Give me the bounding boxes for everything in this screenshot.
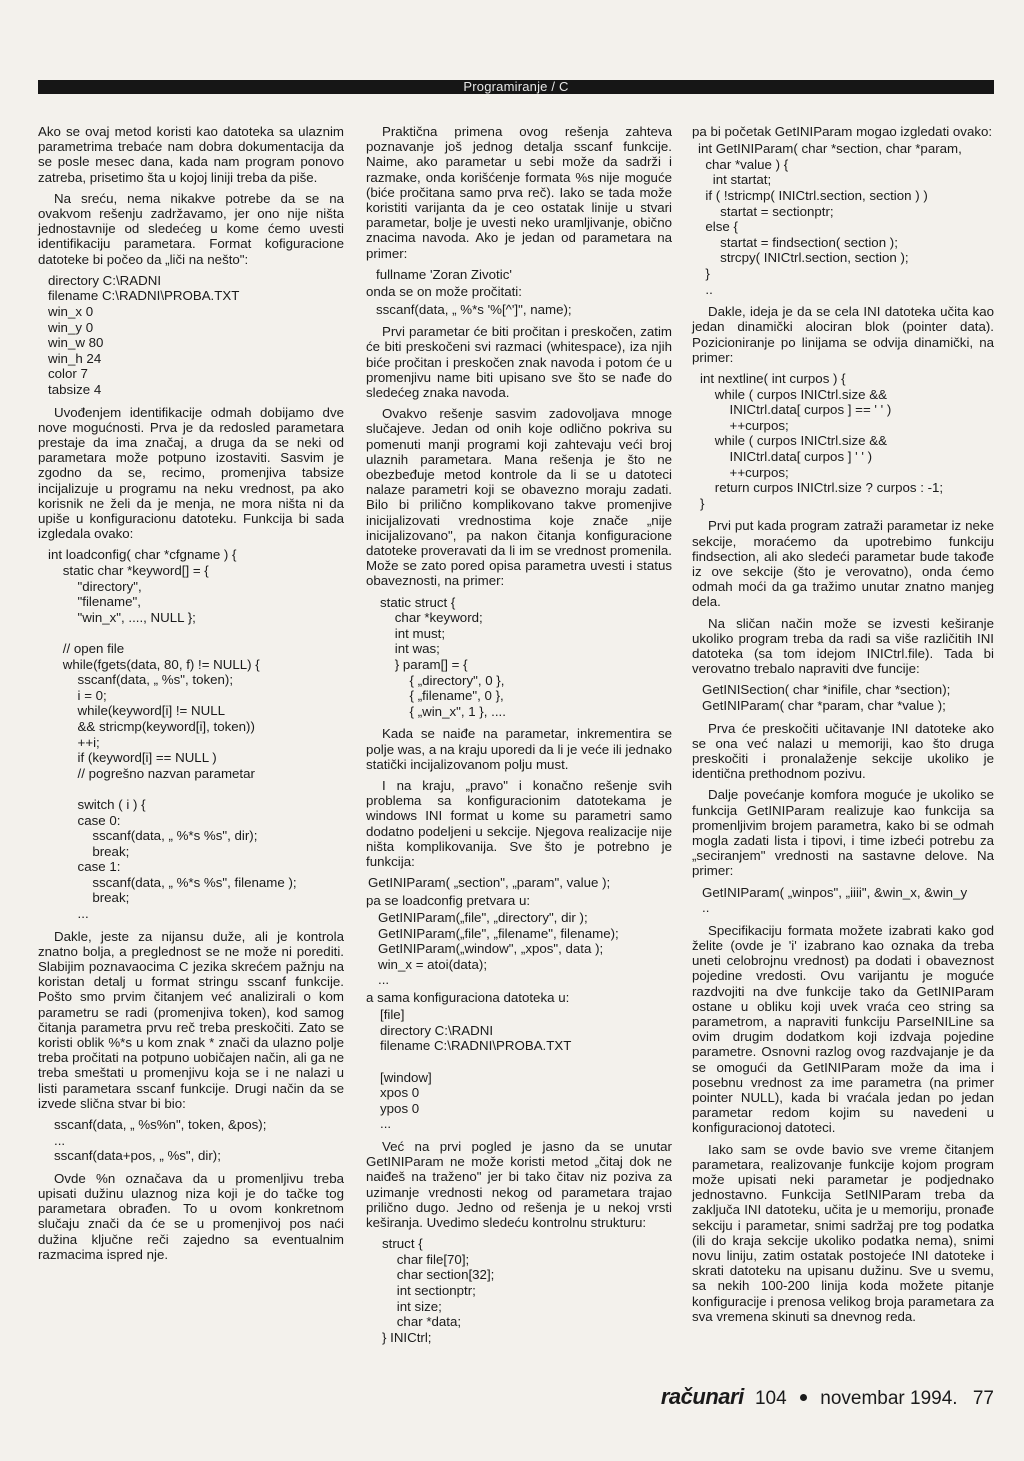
- magazine-logo: računari: [660, 1384, 744, 1409]
- section-title: Programiranje / C: [463, 79, 569, 94]
- paragraph: Već na prvi pogled je jasno da se unutar GetINIParam ne može koristi metod „čitaj dok ne naiđeš na traženo" jer bi tako čitav niz poziva za uzimanje vrednosti nekog od parametara trajao prilično dugo. Jedno od rešenja je u nekoj vrsti keširanja. Uvedimo sledeću kontrolnu strukturu:: [366, 1138, 672, 1230]
- paragraph: Ovakvo rešenje sasvim zadovoljava mnoge slučajeve. Jedan od onih koje odlično pokriva su pomenuti manji programi koji zahtevaju veći broj ulaznih parametara. Mana rešenja je što ne obezbeđuje metod kontrole da li se u datoteci nalaze parametri koji se obavezno moraju zadati. Bilo bi prilično komplikovano takve promenjive inicijalizovati vrednostima koje znače „nije inicijalizovano", pa nakon čitanja konfiguracione datoteke proveravati da li im se vrednost promenila. Može se zato pored opisa parametra uvesti i status obaveznosti, na primer:: [366, 406, 672, 589]
- code-block: int GetINIParam( char *section, char *param, char *value ) { int startat; if ( !stricmp( INICtrl.section, section ) ) startat = sectionptr; else { startat = findsection( section ); strcpy( INICtrl.section, section ); } ..: [698, 141, 962, 297]
- issue-number: 104: [754, 1388, 787, 1409]
- code-block: sscanf(data, „ %s%n", token, &pos); ... sscanf(data+pos, „ %s", dir);: [54, 1117, 267, 1164]
- paragraph: I na kraju, „pravo" i konačno rešenje svih problema sa konfiguracionim datotekama je windows INI format u kome su parametri samo dodatno podeljeni u sekcije. Njegova realizacije nije ništa komplikovanija. Sve što je potrebno je funkcija:: [366, 778, 672, 870]
- paragraph: Dalje povećanje komfora moguće je ukoliko se funkcija GetINIParam realizuje kao funkcija sa promenljivim brojem parametra, kako bi se odmah mogla zadati lista i tipovi, i time izbeći potrebu za „seciranjem" vrednosti na sastavne delove. Na primer:: [692, 787, 994, 879]
- code-block: static struct { char *keyword; int must; int was; } param[] = { { „directory", 0 }, { „filename", 0 }, { „win_x", 1 }, ....: [380, 594, 506, 719]
- paragraph: Uvođenjem identifikacije odmah dobijamo dve nove mogućnosti. Prva je da redosled parametara prestaje da ima značaj, a druga da se neki od parametara može potpuno izostaviti. Sasvim je zgodno da se, recimo, promenjiva tabsize incijalizuje u programu na neku vrednost, pa ako korisnik ne želi da je menja, ne mora ništa ni da upiše u konfiguracionu datoteku. Funkcija bi sada izgledala ovako:: [38, 404, 344, 542]
- bullet-icon: [800, 1394, 807, 1401]
- paragraph: Dakle, ideja je da se cela INI datoteka učita kao jedan dinamički alociran blok (pointer data). Pozicioniranje po linijama se odvija dinamički, na primer:: [692, 304, 994, 365]
- paragraph: a sama konfiguraciona datoteka u:: [366, 990, 570, 1006]
- paragraph: pa bi početak GetINIParam mogao izgledati ovako:: [692, 124, 993, 139]
- paragraph: Iako sam se ovde bavio sve vreme čitanjem parametara, realizovanje funkcije kojom program može upisati neki parametar je podjednako jednostavno. Funkcija SetINIParam treba da zaključa INI datoteku, učita je u memoriju, pronađe sekciju i parametar, snimi sadržaj pre tog podatka (ili do kraja sekcije ukoliko podatka nema), snimi novu liniju, zatim ostatak postojeće INI datoteke i skrati datoteku na upisanu dužinu. Sve u svemu, sa nekih 100-200 linija koda možete pitanje konfiguracije i prenosa velikog broja parametara za sva vremena skinuti sa dnevnog reda.: [692, 1141, 994, 1324]
- code-block: GetINIParam( „section", „param", value );: [368, 875, 611, 891]
- code-block: GetINISection( char *inifile, char *section); GetINIParam( char *param, char *value );: [702, 682, 951, 713]
- code-block: struct { char file[70]; char section[32]; int sectionptr; int size; char *data; } INICtrl;: [382, 1236, 495, 1345]
- code-block: directory C:\RADNI filename C:\RADNI\PROBA.TXT win_x 0 win_y 0 win_w 80 win_h 24 color 7 tabsize 4: [48, 272, 240, 397]
- code-block: sscanf(data, „ %*s '%[^']", name);: [376, 301, 572, 317]
- code-block: GetINIParam(„file", „directory", dir ); GetINIParam(„file", „filename", filename); GetINIParam(„window", „xpos", data ); win_x = atoi(data); ...: [378, 910, 619, 988]
- paragraph: Prvi parametar će biti pročitan i preskočen, zatim će biti preskočeni svi razmaci (whitespace), iza njih biće pročitan i preskočen znak navoda i potom će u promenjivu name biti upisano sve što se nađe do sledećeg znaka navoda.: [366, 324, 672, 401]
- paragraph: Prvi put kada program zatraži parametar iz neke sekcije, moraćemo da upotrebimo funkciju findsection, ali ako sledeći parametar bude takođe iz ove sekcije (što je verovatno), onda ćemo odmah moći da ga tražimo unutar znatno manjeg dela.: [692, 518, 994, 610]
- paragraph: Dakle, jeste za nijansu duže, ali je kontrola znatno bolja, a preglednost se ne može ni porediti. Slabijim poznavaocima C jezika skrećem pažnju na koristan detalj u format stringu sscanf funkcije. Pošto smo prvim čitanjem već analizirali o kom parametru se radi (promenjiva token), kod samog čitanja parametra prvu reč treba preskočiti. Zato se koristi oblik %*s u kom znak * znači da ulazno polje treba pročitati na potpuno uobičajen način, ali ga ne treba smeštati u promenjivu koja se i ne nalazi u listi parametara sscanf funkcije. Drugi način da se izvede slična stvar bi bio:: [38, 928, 344, 1111]
- paragraph: Ovde %n označava da u promenljivu treba upisati dužinu ulaznog niza koji je do tačke tog parametara obrađen. To u ovom konkretnom slučaju znači da će se u promenjivoj pos naći dužina ključne reči zajedno sa eventualnim razmacima ispred nje.: [38, 1170, 344, 1262]
- page-footer: [661, 1384, 994, 1410]
- paragraph: Kada se naiđe na parametar, inkrementira se polje was, a na kraju uporedi da li je veće ili jednako statički incijalizovanom polju must.: [366, 726, 673, 772]
- code-block: fullname 'Zoran Zivotic': [376, 266, 512, 282]
- paragraph: onda se on može pročitati:: [366, 284, 522, 300]
- paragraph: Specifikaciju formata možete izabrati kako god želite (ovde je 'i' izabrano kao oznaka da treba uneti celobrojnu vrednost) pa dodati i obaveznost pojedine vredosti. Ovu varijantu je moguće razdvojiti na dve funkcije tako da GetINIParam ostane u obliku koji uvek vraća ceo string sa parametrom, a napraviti funkciju ParseINILine sa ovim drugim dodatkom koji izdvaja pojedine parametre. Osnovni razlog ovog razdvajanje je da se omogući da GetINIParam može da ima i posebnu vrednost za ime parametra (na primer pointer NULL), kada bi vraćala jedan po jedan parametar redom kojim su navedeni u konfiguracionoj datoteci.: [692, 922, 994, 1136]
- code-block: [file] directory C:\RADNI filename C:\RADNI\PROBA.TXT [window] xpos 0 ypos 0 ...: [380, 1007, 572, 1132]
- paragraph: Praktična primena ovog rešenja zahteva poznavanje još jednog detalja sscanf funkcije. Naime, ako parametar u sebi može da sadrži i razmake, onda korišćenje formata %s nije moguće (biće pročitana samo prva reč). Iako se tada može koristiti varijanta da je ceo ostatak linije u stvari parametar, bolje je uvesti neko uramljivanje, obično znacima navoda. Ako je jedan od parametara na primer:: [366, 124, 672, 261]
- paragraph: Ako se ovaj metod koristi kao datoteka sa ulaznim parametrima trebaće nam dobra dokumentacija da se posle mesec dana, kada nam program ponovo zatreba, prisetimo šta u kojoj liniji treba da piše.: [38, 124, 344, 185]
- code-block: int loadconfig( char *cfgname ) { static char *keyword[] = { "directory", "filename", "win_x", ...., NULL }; // open file while(fgets(data, 80, f) != NULL) { sscanf(data, „ %s", token); i = 0; while(keyword[i] != NULL && stricmp(keyword[i], token)) ++i; if (keyword[i] == NULL ) // pogrešno nazvan parametar switch ( i ) { case 0: sscanf(data, „ %*s %s", dir); break; case 1: sscanf(data, „ %*s %s", filename ); break; ...: [48, 547, 297, 922]
- article-column-2: [366, 124, 672, 1352]
- issue-date: novembar 1994.: [820, 1388, 958, 1409]
- code-block: int nextline( int curpos ) { while ( curpos INICtrl.size && INICtrl.data[ curpos ] == ' ' ) ++curpos; while ( curpos INICtrl.size && INICtrl.data[ curpos ] ' ' ) ++curpos; return curpos INICtrl.size ? curpos : -1; }: [700, 370, 944, 511]
- article-column-3: [692, 124, 994, 1330]
- section-header-bar: [38, 80, 994, 94]
- paragraph: pa se loadconfig pretvara u:: [366, 892, 531, 908]
- code-block: GetINIParam( „winpos", „iiii", &win_x, &win_y ..: [702, 884, 968, 916]
- page-number: 77: [972, 1388, 994, 1409]
- paragraph: Na sreću, nema nikakve potrebe da se na ovakvom rešenju zadržavamo, jer ono nije ništa jednostavnije od sledećeg u kome ćemo uvesti identifikaciju parametara. Format kofiguracione datoteke bi počeo da „liči na nešto":: [38, 190, 344, 267]
- paragraph: Na sličan način može se izvesti keširanje ukoliko program treba da radi sa više različitih INI datoteka (sa tom idejom INICtrl.file). Tada bi verovatno trebalo napraviti dve funcije:: [692, 615, 994, 677]
- paragraph: Prva će preskočiti učitavanje INI datoteke ako se ona već nalazi u memoriji, kao što druga preskočiti i pronalaženje sekcije ukoliko je identična prethodnom pozivu.: [692, 720, 994, 782]
- article-column-1: [38, 124, 344, 1268]
